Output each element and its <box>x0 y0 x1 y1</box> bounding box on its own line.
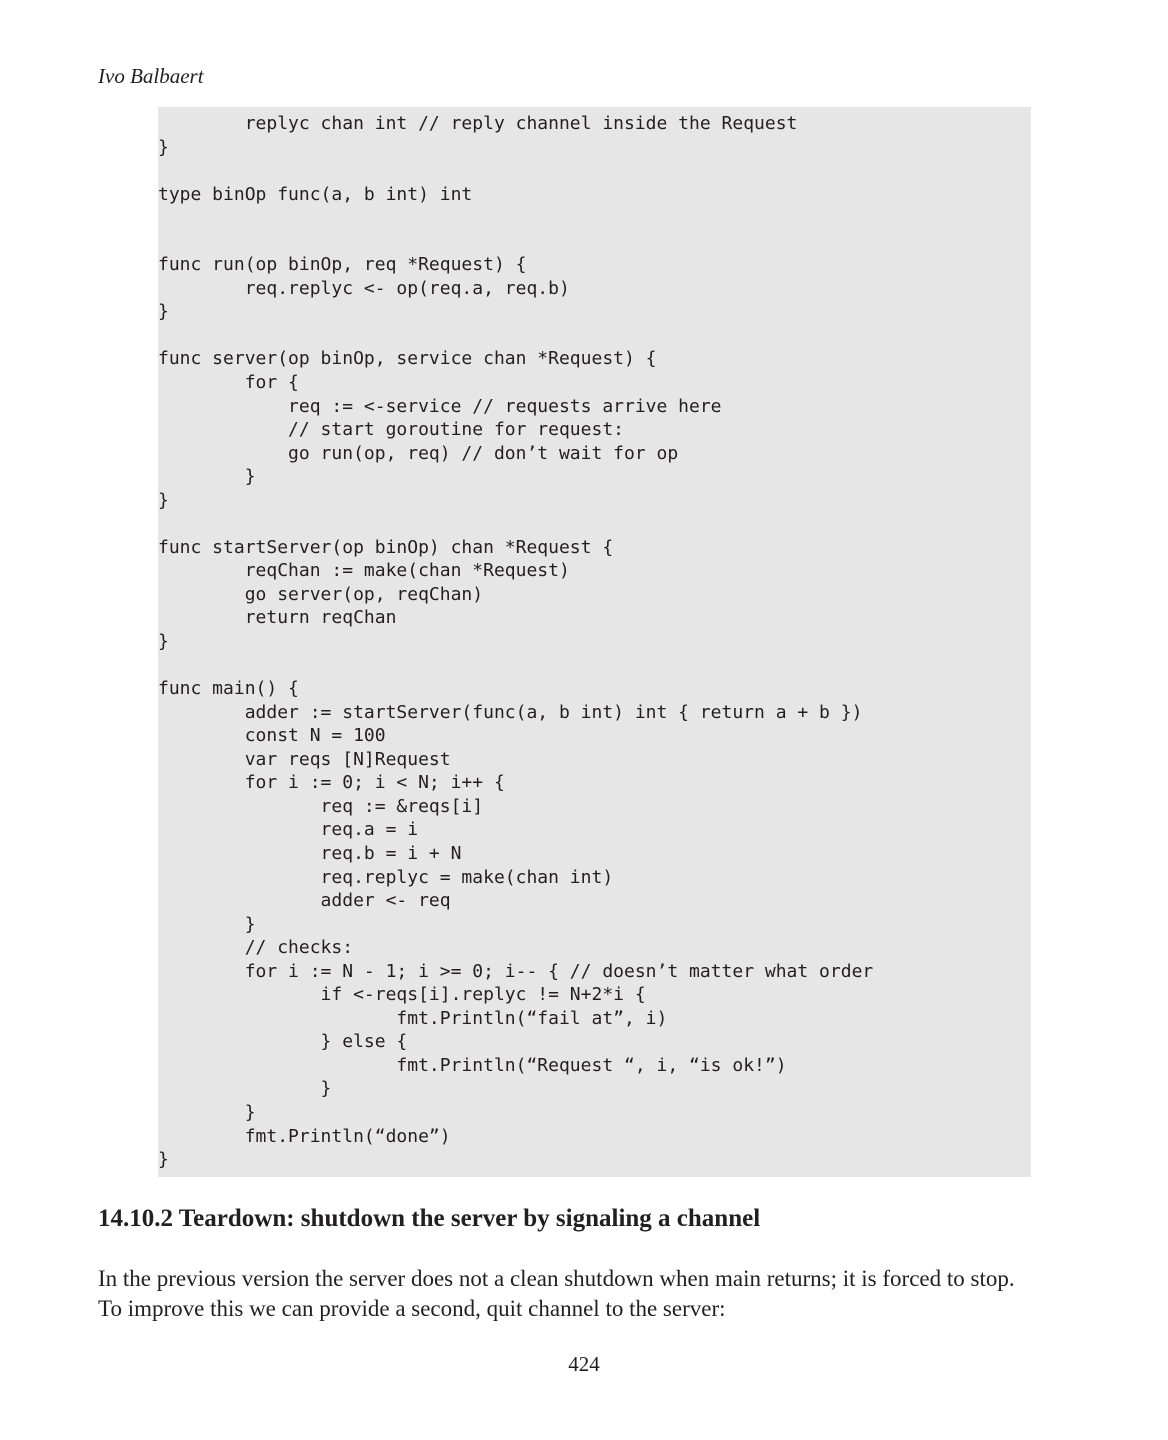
code-line: req.replyc <- op(req.a, req.b) <box>158 277 570 299</box>
code-line: // checks: <box>158 937 354 959</box>
code-line: var reqs [N]Request <box>158 748 451 770</box>
code-line: func startServer(op binOp) chan *Request { <box>158 536 614 558</box>
running-header-author: Ivo Balbaert <box>98 64 204 88</box>
paragraph-line: In the previous version the server does not a clean shutdown when main returns; it is forced to stop. <box>98 1266 1015 1291</box>
code-line: } <box>158 1101 256 1123</box>
code-line: } <box>158 301 169 323</box>
code-line <box>158 230 1031 254</box>
code-line: fmt.Println(“Request “, i, “is ok!”) <box>158 1054 787 1076</box>
code-line: } <box>158 913 256 935</box>
body-paragraph <box>98 1264 1058 1324</box>
code-line: } <box>158 1149 169 1171</box>
code-line: } else { <box>158 1031 408 1053</box>
code-line: for i := 0; i < N; i++ { <box>158 772 505 794</box>
code-line: go server(op, reqChan) <box>158 583 484 605</box>
code-line <box>158 159 1031 183</box>
code-line: for { <box>158 372 299 394</box>
code-line: replyc chan int // reply channel inside the Request <box>158 113 798 134</box>
code-line <box>158 324 1031 348</box>
code-line: req.replyc = make(chan int) <box>158 866 614 888</box>
code-line: req.b = i + N <box>158 842 462 864</box>
code-line <box>158 206 1031 230</box>
code-line: } <box>158 1078 332 1100</box>
code-line: func server(op binOp, service chan *Request) { <box>158 348 657 370</box>
code-line: type binOp func(a, b int) int <box>158 183 473 205</box>
code-line: go run(op, req) // don’t wait for op <box>158 442 679 464</box>
code-line: for i := N - 1; i >= 0; i-- { // doesn’t matter what order <box>158 960 874 982</box>
code-line <box>158 654 1031 678</box>
code-line: fmt.Println(“fail at”, i) <box>158 1007 668 1029</box>
code-line: func main() { <box>158 678 299 700</box>
code-line: // start goroutine for request: <box>158 419 624 441</box>
paragraph-line: To improve this we can provide a second, quit channel to the server: <box>98 1296 726 1321</box>
code-line: fmt.Println(“done”) <box>158 1125 451 1147</box>
code-line: } <box>158 489 169 511</box>
section-heading: 14.10.2 Teardown: shutdown the server by signaling a channel <box>98 1205 761 1232</box>
code-line: return reqChan <box>158 607 397 629</box>
code-line <box>158 512 1031 536</box>
code-line: req.a = i <box>158 819 419 841</box>
code-listing <box>158 107 1031 1177</box>
page-number: 424 <box>568 1352 600 1376</box>
code-line: const N = 100 <box>158 725 386 747</box>
code-line: adder := startServer(func(a, b int) int { return a + b }) <box>158 701 863 723</box>
code-line: req := &reqs[i] <box>158 795 484 817</box>
code-line: } <box>158 631 169 653</box>
code-line: } <box>158 466 256 488</box>
code-line: if <-reqs[i].replyc != N+2*i { <box>158 984 646 1006</box>
code-line: reqChan := make(chan *Request) <box>158 560 570 582</box>
code-line: adder <- req <box>158 890 451 912</box>
code-line: req := <-service // requests arrive here <box>158 395 722 417</box>
code-line: func run(op binOp, req *Request) { <box>158 254 527 276</box>
code-line: } <box>158 136 169 158</box>
